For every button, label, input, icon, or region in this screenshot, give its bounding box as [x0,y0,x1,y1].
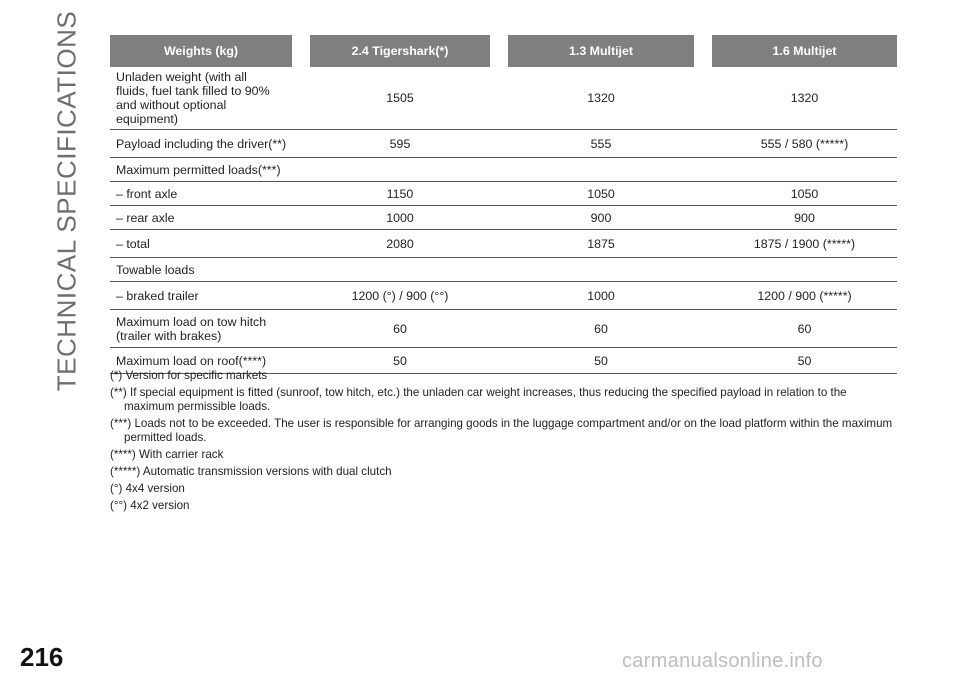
row-value: 1000 [310,206,490,230]
row-value: 1150 [310,182,490,206]
row-value [712,158,897,182]
row-value [712,258,897,282]
row-value: 555 [508,130,694,158]
footnote: (°°) 4x2 version [110,499,190,512]
row-label: Unladen weight (with all fluids, fuel tank filled to 90% and without optional equipment) [110,67,292,130]
footnote: (*) Version for specific markets [110,369,268,382]
row-value: 50 [508,348,694,374]
row-value: 1200 / 900 (*****) [712,282,897,310]
row-value [508,158,694,182]
row-value: 60 [508,310,694,348]
col-header-16-multijet: 1.6 Multijet [712,35,897,67]
row-value: 1320 [712,67,897,130]
weights-table [110,35,897,374]
section-title [51,10,82,392]
table-row [110,158,897,182]
row-value: 1000 [508,282,694,310]
page-number: 216 [20,642,64,672]
table-row [110,130,897,158]
row-value: 555 / 580 (*****) [712,130,897,158]
footnote: (°) 4x4 version [110,482,185,495]
table-row [110,230,897,258]
row-value: 50 [712,348,897,374]
row-value: 1505 [310,67,490,130]
watermark: carmanualsonline.info [622,650,823,672]
row-value: 900 [508,206,694,230]
row-value [310,258,490,282]
row-label: – total [110,230,292,258]
table-row [110,206,897,230]
footnote: (*****) Automatic transmission versions with dual clutch [110,465,392,478]
row-value: 1050 [712,182,897,206]
col-header-weights: Weights (kg) [110,35,292,67]
row-value [310,158,490,182]
table-row [110,258,897,282]
table-row [110,67,897,130]
footnote: (***) Loads not to be exceeded. The user is responsible for arranging goods in the luggage compartment and/or on the load platform within the maximum permitted loads. [110,417,893,444]
footnote: (**) If special equipment is fitted (sunroof, tow hitch, etc.) the unladen car weight increases, thus reducing the specified payload in relation to the maximum permissible loads. [110,386,847,413]
row-value: 60 [310,310,490,348]
row-value: 1875 [508,230,694,258]
table-row [110,310,897,348]
col-header-tigershark: 2.4 Tigershark(*) [310,35,490,67]
row-value: 1200 (°) / 900 (°°) [310,282,490,310]
row-label: Maximum load on tow hitch (trailer with brakes) [110,310,292,348]
row-label: – front axle [110,182,292,206]
row-label: Towable loads [110,258,292,282]
row-label: – rear axle [110,206,292,230]
row-value [508,258,694,282]
row-value: 1050 [508,182,694,206]
footnote: (****) With carrier rack [110,448,224,461]
table-header-row [110,35,897,67]
row-label: Maximum permitted loads(***) [110,158,292,182]
row-label: Maximum load on roof(****) [110,348,292,374]
table-row [110,182,897,206]
row-label: Payload including the driver(**) [110,130,292,158]
row-value: 1320 [508,67,694,130]
row-value: 1875 / 1900 (*****) [712,230,897,258]
footnotes [110,369,900,516]
row-value: 595 [310,130,490,158]
row-value: 50 [310,348,490,374]
col-header-13-multijet: 1.3 Multijet [508,35,694,67]
section-title-text: TECHNICAL SPECIFICATIONS [51,10,82,392]
table-row [110,282,897,310]
row-label: – braked trailer [110,282,292,310]
row-value: 900 [712,206,897,230]
row-value: 60 [712,310,897,348]
row-value: 2080 [310,230,490,258]
